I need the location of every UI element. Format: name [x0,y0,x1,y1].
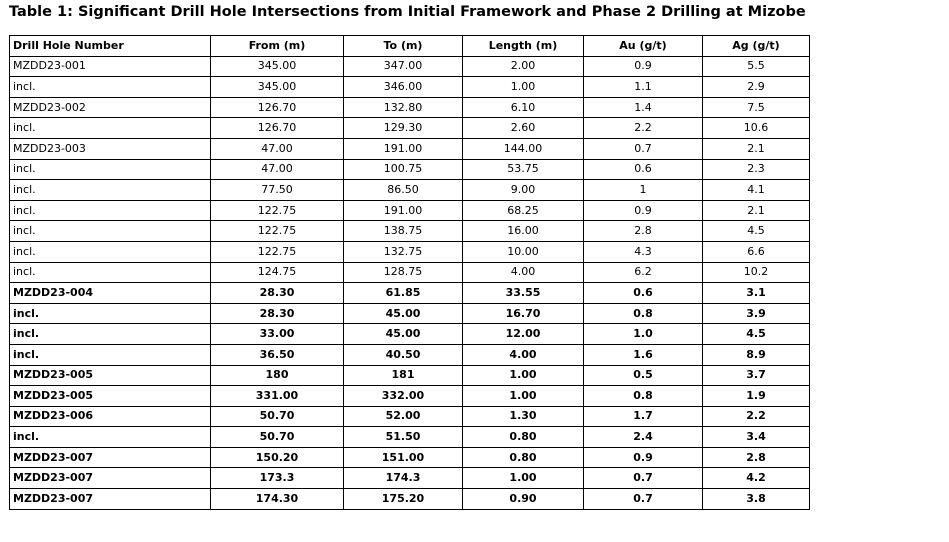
table-cell: 1.6 [584,344,703,365]
table-row [10,221,810,242]
table-cell: 4.3 [584,241,703,262]
header-row [10,36,810,57]
table-cell: MZDD23-007 [10,468,211,489]
table-cell: 346.00 [344,77,463,98]
table-cell: 0.6 [584,159,703,180]
table-cell: 345.00 [211,77,344,98]
table-cell: 10.6 [703,118,810,139]
table-row [10,447,810,468]
table-cell: 331.00 [211,386,344,407]
table-cell: 126.70 [211,97,344,118]
table-cell: 3.7 [703,365,810,386]
table-cell: MZDD23-005 [10,386,211,407]
table-cell: 3.1 [703,283,810,304]
table-cell: 10.2 [703,262,810,283]
table-cell: 4.2 [703,468,810,489]
table-cell: 150.20 [211,447,344,468]
table-cell: 0.9 [584,447,703,468]
table-cell: 0.80 [463,427,584,448]
table-cell: 47.00 [211,159,344,180]
table-cell: 68.25 [463,200,584,221]
table-cell: 345.00 [211,56,344,77]
table-cell: 1.00 [463,468,584,489]
table-cell: 4.5 [703,324,810,345]
table-cell: 4.5 [703,221,810,242]
table-cell: 2.8 [703,447,810,468]
table-cell: 126.70 [211,118,344,139]
table-cell: incl. [10,344,211,365]
table-cell: 28.30 [211,303,344,324]
table-cell: 1.4 [584,97,703,118]
table-cell: 347.00 [344,56,463,77]
table-cell: 2.8 [584,221,703,242]
column-header: Drill Hole Number [10,36,211,57]
table-cell: 61.85 [344,283,463,304]
table-cell: 1.9 [703,386,810,407]
table-cell: 2.3 [703,159,810,180]
table-cell: incl. [10,221,211,242]
table-cell: 151.00 [344,447,463,468]
table-row [10,468,810,489]
table-cell: 2.1 [703,200,810,221]
table-cell: 1.00 [463,365,584,386]
column-header: Au (g/t) [584,36,703,57]
table-cell: 0.90 [463,489,584,510]
table-row [10,97,810,118]
table-cell: 2.1 [703,138,810,159]
table-cell: 132.80 [344,97,463,118]
table-cell: 1.00 [463,386,584,407]
table-row [10,406,810,427]
table-cell: 124.75 [211,262,344,283]
table-cell: 100.75 [344,159,463,180]
table-cell: 6.2 [584,262,703,283]
table-cell: 128.75 [344,262,463,283]
table-cell: 2.9 [703,77,810,98]
table-cell: 33.00 [211,324,344,345]
table-row [10,344,810,365]
table-cell: MZDD23-001 [10,56,211,77]
table-cell: 16.70 [463,303,584,324]
drill-intersections-table [9,35,810,510]
table-cell: 173.3 [211,468,344,489]
table-row [10,159,810,180]
table-cell: 33.55 [463,283,584,304]
table-cell: 0.7 [584,138,703,159]
table-cell: 3.4 [703,427,810,448]
table-cell: 86.50 [344,180,463,201]
table-title: Table 1: Significant Drill Hole Intersections from Initial Framework and Phase 2 Drilling at Mizobe [9,4,806,20]
table-cell: 8.9 [703,344,810,365]
table-cell: 0.80 [463,447,584,468]
table-cell: 5.5 [703,56,810,77]
table-cell: 40.50 [344,344,463,365]
table-cell: 36.50 [211,344,344,365]
table-row [10,138,810,159]
table-cell: 16.00 [463,221,584,242]
table-cell: 129.30 [344,118,463,139]
table-cell: 2.2 [703,406,810,427]
table-cell: incl. [10,118,211,139]
table-cell: 9.00 [463,180,584,201]
table-cell: 122.75 [211,200,344,221]
table-row [10,303,810,324]
table-cell: 122.75 [211,241,344,262]
column-header: Ag (g/t) [703,36,810,57]
table-cell: 2.00 [463,56,584,77]
table-row [10,77,810,98]
table-cell: 0.6 [584,283,703,304]
table-row [10,489,810,510]
table-cell: 122.75 [211,221,344,242]
table-cell: 10.00 [463,241,584,262]
table-cell: MZDD23-007 [10,489,211,510]
table-cell: 2.2 [584,118,703,139]
table-cell: 181 [344,365,463,386]
table-cell: 45.00 [344,324,463,345]
table-cell: incl. [10,427,211,448]
table-cell: incl. [10,77,211,98]
table-cell: 6.10 [463,97,584,118]
table-cell: 138.75 [344,221,463,242]
table-cell: 4.1 [703,180,810,201]
table-cell: 332.00 [344,386,463,407]
table-cell: incl. [10,324,211,345]
table-row [10,241,810,262]
table-cell: 1.7 [584,406,703,427]
table-cell: 28.30 [211,283,344,304]
table-cell: 0.9 [584,200,703,221]
table-cell: 0.5 [584,365,703,386]
table-cell: incl. [10,200,211,221]
table-cell: 0.7 [584,489,703,510]
table-cell: MZDD23-003 [10,138,211,159]
table-cell: 144.00 [463,138,584,159]
table-cell: 0.7 [584,468,703,489]
table-cell: 3.9 [703,303,810,324]
table-row [10,262,810,283]
table-row [10,283,810,304]
table-cell: 191.00 [344,200,463,221]
table-cell: 1.0 [584,324,703,345]
table-cell: MZDD23-007 [10,447,211,468]
table-cell: 174.30 [211,489,344,510]
table-body [10,56,810,509]
table-cell: MZDD23-006 [10,406,211,427]
table-cell: 4.00 [463,262,584,283]
table-cell: incl. [10,180,211,201]
table-cell: 191.00 [344,138,463,159]
table-cell: incl. [10,159,211,180]
table-cell: 175.20 [344,489,463,510]
table-row [10,386,810,407]
table-row [10,200,810,221]
table-cell: 2.60 [463,118,584,139]
table-cell: 1.1 [584,77,703,98]
table-cell: 3.8 [703,489,810,510]
table-cell: MZDD23-005 [10,365,211,386]
table-cell: 0.9 [584,56,703,77]
table-cell: 52.00 [344,406,463,427]
table-cell: incl. [10,262,211,283]
table-cell: 4.00 [463,344,584,365]
table-cell: 50.70 [211,427,344,448]
table-cell: incl. [10,303,211,324]
table-row [10,365,810,386]
table-row [10,427,810,448]
table-cell: 12.00 [463,324,584,345]
table-cell: 50.70 [211,406,344,427]
table-cell: 47.00 [211,138,344,159]
table-cell: 51.50 [344,427,463,448]
table-cell: 174.3 [344,468,463,489]
table-cell: 53.75 [463,159,584,180]
table-row [10,324,810,345]
table-cell: 0.8 [584,303,703,324]
column-header: Length (m) [463,36,584,57]
table-cell: 2.4 [584,427,703,448]
table-cell: 132.75 [344,241,463,262]
table-cell: MZDD23-004 [10,283,211,304]
table-cell: MZDD23-002 [10,97,211,118]
table-cell: 1.30 [463,406,584,427]
table-row [10,180,810,201]
table-cell: incl. [10,241,211,262]
column-header: To (m) [344,36,463,57]
table-cell: 1.00 [463,77,584,98]
table-cell: 45.00 [344,303,463,324]
table-cell: 0.8 [584,386,703,407]
table-cell: 7.5 [703,97,810,118]
table-cell: 77.50 [211,180,344,201]
table-cell: 1 [584,180,703,201]
table-row [10,118,810,139]
column-header: From (m) [211,36,344,57]
table-row [10,56,810,77]
table-cell: 180 [211,365,344,386]
table-cell: 6.6 [703,241,810,262]
